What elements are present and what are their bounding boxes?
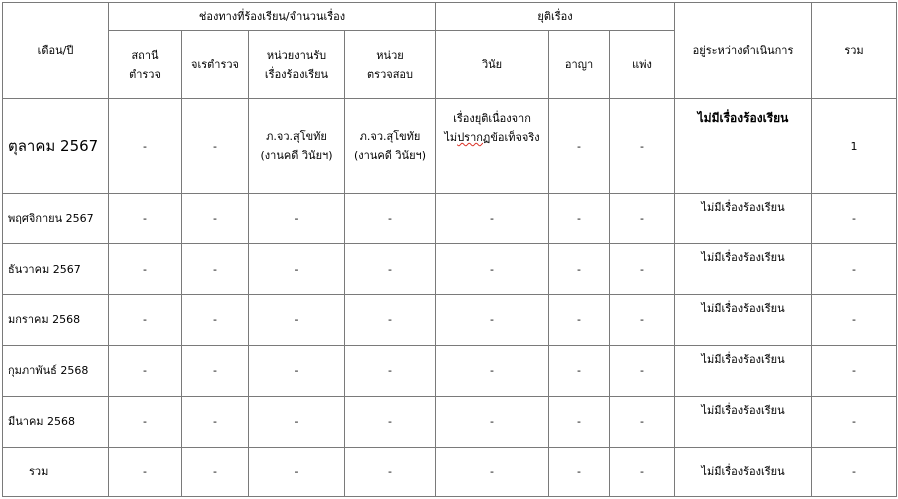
header-audit-unit: หน่วย ตรวจสอบ [345, 31, 436, 99]
cell-complaint-receiving-unit: - [249, 194, 345, 244]
total-disciplinary: - [436, 447, 549, 496]
cell-criminal: - [549, 99, 610, 194]
cell-total: - [812, 294, 897, 345]
table-row [3, 194, 897, 244]
cell-police-station: - [109, 99, 182, 194]
cell-total: - [812, 345, 897, 396]
cell-police-station: - [109, 244, 182, 294]
cell-in-progress-status: ไม่มีเรื่องร้องเรียน [675, 244, 812, 294]
spellcheck-underlined-word: ปรากฏ [457, 131, 491, 145]
cell-audit-unit: - [345, 396, 436, 447]
cell-disciplinary: - [436, 194, 549, 244]
disciplinary-note-line1: เรื่องยุติเนื่องจาก [453, 112, 531, 126]
cell-total: - [812, 244, 897, 294]
cell-total: 1 [812, 99, 897, 194]
header-month-year: เดือน/ปี [3, 3, 109, 99]
cell-police-station: - [109, 345, 182, 396]
cell-police-inspector: - [182, 396, 249, 447]
cell-police-station: - [109, 294, 182, 345]
cell-police-station: - [109, 396, 182, 447]
disciplinary-note-line2c: ข้อเท็จจริง [490, 131, 540, 145]
total-police-inspector: - [182, 447, 249, 496]
cell-disciplinary: - [436, 345, 549, 396]
cell-disciplinary: - [436, 396, 549, 447]
cell-disciplinary: - [436, 294, 549, 345]
cell-complaint-receiving-unit: - [249, 396, 345, 447]
header-complaint-receiving-unit: หน่วยงานรับ เรื่องร้องเรียน [249, 31, 345, 99]
header-complaint-channels: ช่องทางที่ร้องเรียน/จำนวนเรื่อง [109, 3, 436, 31]
cell-police-inspector: - [182, 99, 249, 194]
cell-civil: - [610, 396, 675, 447]
cell-complaint-receiving-unit: ภ.จว.สุโขทัย (งานคดี วินัยฯ) [249, 99, 345, 194]
cell-in-progress-status: ไม่มีเรื่องร้องเรียน [675, 194, 812, 244]
cell-criminal: - [549, 244, 610, 294]
cell-in-progress-status: ไม่มีเรื่องร้องเรียน [675, 396, 812, 447]
cell-police-inspector: - [182, 244, 249, 294]
header-civil: แพ่ง [610, 31, 675, 99]
cell-disciplinary: - [436, 244, 549, 294]
cell-complaint-receiving-unit: - [249, 244, 345, 294]
cell-criminal: - [549, 294, 610, 345]
total-criminal: - [549, 447, 610, 496]
cell-criminal: - [549, 345, 610, 396]
cell-audit-unit: - [345, 345, 436, 396]
cell-audit-unit: - [345, 244, 436, 294]
total-complaint-receiving-unit: - [249, 447, 345, 496]
disciplinary-note-line2a: ไม่ [444, 131, 458, 145]
total-in-progress-status: ไม่มีเรื่องร้องเรียน [675, 447, 812, 496]
table-row [3, 294, 897, 345]
cell-civil: - [610, 345, 675, 396]
cell-civil: - [610, 99, 675, 194]
header-disciplinary: วินัย [436, 31, 549, 99]
cell-police-inspector: - [182, 194, 249, 244]
header-total: รวม [812, 3, 897, 99]
cell-police-station: - [109, 194, 182, 244]
total-row-label: รวม [3, 447, 109, 496]
total-civil: - [610, 447, 675, 496]
cell-complaint-receiving-unit: - [249, 294, 345, 345]
row-month: มีนาคม 2568 [3, 396, 109, 447]
cell-disciplinary [436, 99, 549, 194]
cell-civil: - [610, 244, 675, 294]
header-in-progress: อยู่ระหว่างดำเนินการ [675, 3, 812, 99]
table-row [3, 244, 897, 294]
table-total-row [3, 447, 897, 496]
total-audit-unit: - [345, 447, 436, 496]
complaint-report-table [2, 2, 897, 497]
cell-in-progress-status: ไม่มีเรื่องร้องเรียน [675, 294, 812, 345]
cell-in-progress-status: ไม่มีเรื่องร้องเรียน [675, 345, 812, 396]
cell-criminal: - [549, 396, 610, 447]
cell-in-progress-status: ไม่มีเรื่องร้องเรียน [675, 99, 812, 194]
table-row [3, 396, 897, 447]
cell-police-inspector: - [182, 294, 249, 345]
header-case-ended: ยุติเรื่อง [436, 3, 675, 31]
table-row [3, 99, 897, 194]
header-criminal: อาญา [549, 31, 610, 99]
cell-total: - [812, 396, 897, 447]
header-police-inspector: จเรตำรวจ [182, 31, 249, 99]
row-month: มกราคม 2568 [3, 294, 109, 345]
cell-police-inspector: - [182, 345, 249, 396]
cell-total: - [812, 194, 897, 244]
cell-complaint-receiving-unit: - [249, 345, 345, 396]
row-month: ตุลาคม 2567 [3, 99, 109, 194]
cell-civil: - [610, 294, 675, 345]
header-police-station: สถานี ตำรวจ [109, 31, 182, 99]
cell-civil: - [610, 194, 675, 244]
cell-audit-unit: ภ.จว.สุโขทัย (งานคดี วินัยฯ) [345, 99, 436, 194]
cell-criminal: - [549, 194, 610, 244]
total-police-station: - [109, 447, 182, 496]
cell-audit-unit: - [345, 194, 436, 244]
row-month: กุมภาพันธ์ 2568 [3, 345, 109, 396]
row-month: พฤศจิกายน 2567 [3, 194, 109, 244]
row-month: ธันวาคม 2567 [3, 244, 109, 294]
table-row [3, 345, 897, 396]
cell-audit-unit: - [345, 294, 436, 345]
total-grand-total: - [812, 447, 897, 496]
